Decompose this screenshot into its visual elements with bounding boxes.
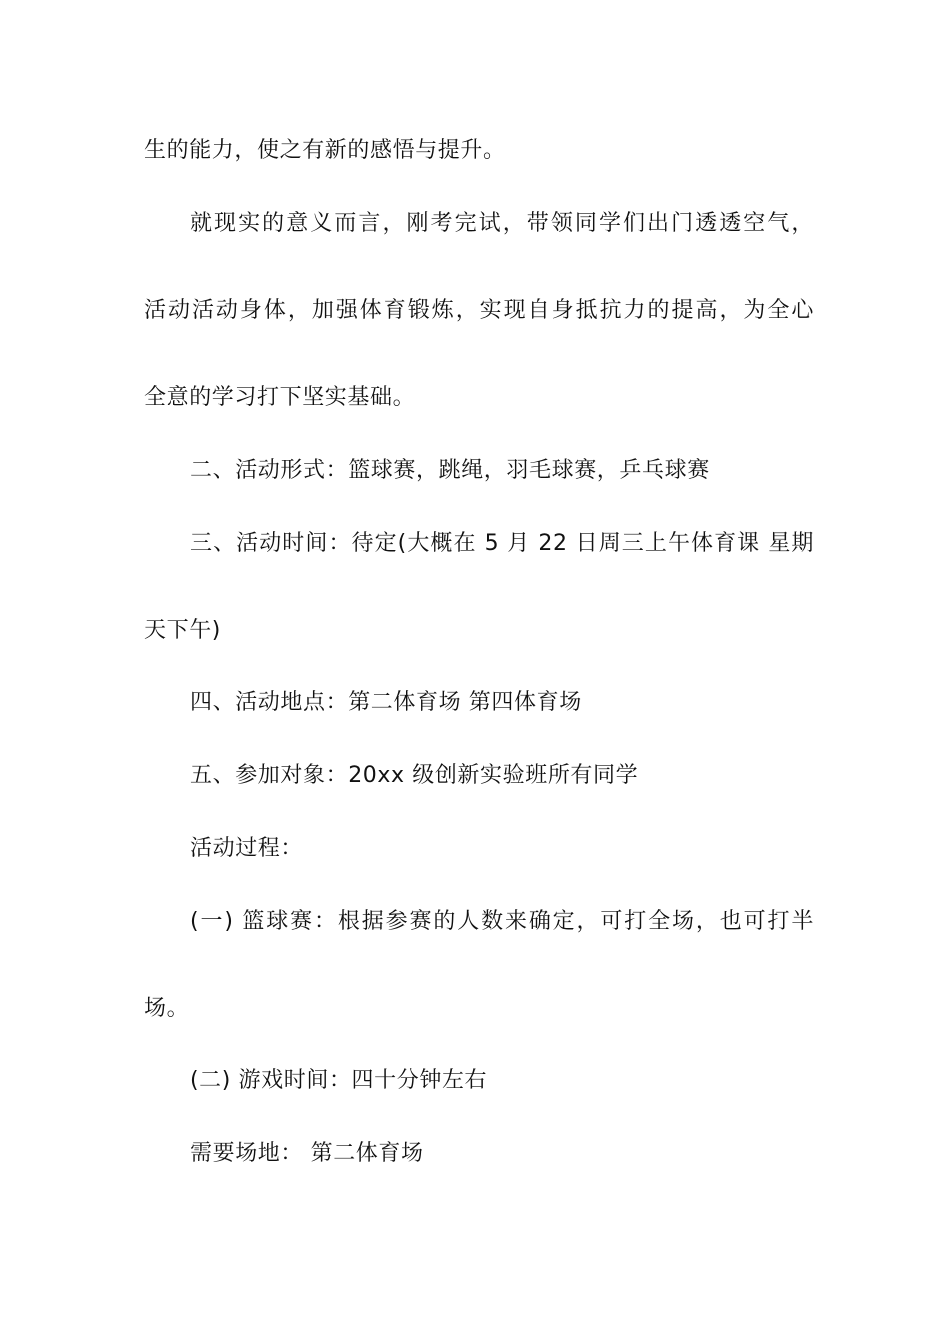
- paragraph-line: (二) 游戏时间：四十分钟左右: [190, 1068, 488, 1093]
- paragraph-line: 五、参加对象：20xx 级创新实验班所有同学: [190, 763, 639, 788]
- paragraph-line: 四、活动地点：第二体育场 第四体育场: [190, 690, 582, 715]
- paragraph-line: 二、活动形式：篮球赛，跳绳，羽毛球赛，乒乓球赛: [190, 458, 710, 483]
- paragraph-line: (一) 篮球赛：根据参赛的人数来确定，可打全场，也可打半: [190, 909, 814, 934]
- paragraph-line: 三、活动时间：待定(大概在 5 月 22 日周三上午体育课 星期: [190, 531, 814, 556]
- paragraph-line: 天下午): [144, 618, 221, 643]
- paragraph-line: 生的能力，使之有新的感悟与提升。: [144, 138, 506, 163]
- paragraph-line: 需要场地： 第二体育场: [190, 1141, 424, 1166]
- paragraph-line: 就现实的意义而言，刚考完试，带领同学们出门透透空气，: [190, 211, 814, 236]
- paragraph-line: 活动活动身体，加强体育锻炼，实现自身抵抗力的提高，为全心: [144, 298, 814, 323]
- section-heading: 活动过程：: [190, 836, 304, 861]
- paragraph-line: 全意的学习打下坚实基础。: [144, 385, 416, 410]
- paragraph-line: 场。: [144, 996, 190, 1021]
